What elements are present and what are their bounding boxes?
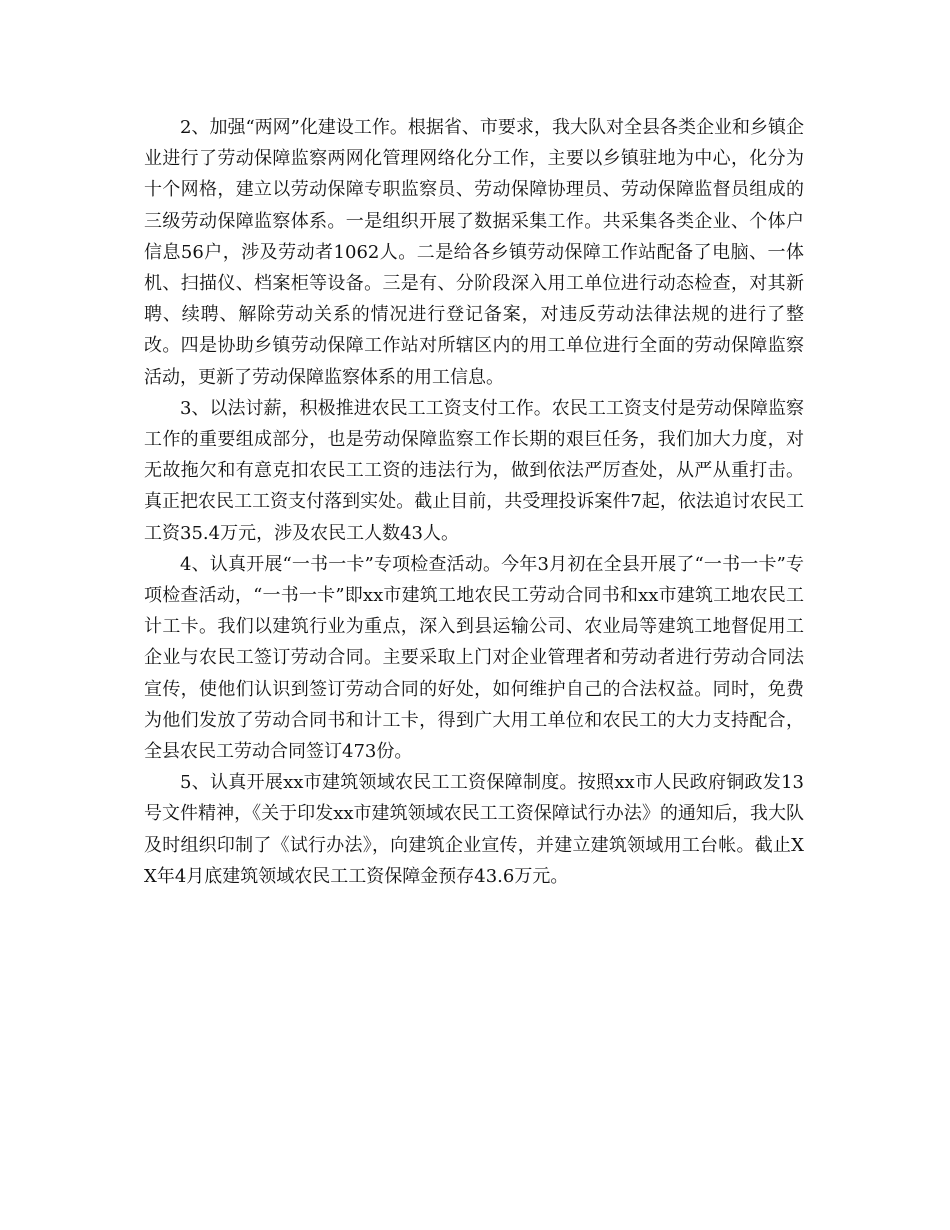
paragraph-wage-guarantee: 5、认真开展xx市建筑领域农民工工资保障制度。按照xx市人民政府铜政发13号文件精神，《关于印发xx市建筑领域农民工工资保障试行办法》的通知后，我大队及时组织印制了《试行办法》，向建筑企业宣传，并建立建筑领域用工台帐。截止XX年4月底建筑领域农民工工资保障金预存43.6万元。 — [144, 772, 804, 887]
paragraph-wage-recovery: 3、以法讨薪，积极推进农民工工资支付工作。农民工工资支付是劳动保障监察工作的重要组成部分，也是劳动保障监察工作长期的艰巨任务，我们加大力度，对无故拖欠和有意克扣农民工工资的违法行为，做到依法严厉查处，从严从重打击。真正把农民工工资支付落到实处。截止目前，共受理投诉案件7起，依法追讨农民工工资35.4万元，涉及农民工人数43人。 — [144, 397, 804, 544]
paragraph-one-book-one-card: 4、认真开展“一书一卡”专项检查活动。今年3月初在全县开展了“一书一卡”专项检查活动，“一书一卡”即xx市建筑工地农民工劳动合同书和xx市建筑工地农民工计工卡。我们以建筑行业为重点，深入到县运输公司、农业局等建筑工地督促用工企业与农民工签订劳动合同。主要采取上门对企业管理者和劳动者进行劳动合同法宣传，使他们认识到签订劳动合同的好处，如何维护自己的合法权益。同时，免费为他们发放了劳动合同书和计工卡，得到广大用工单位和农民工的大力支持配合，全县农民工劳动合同签订473份。 — [144, 553, 804, 763]
document-body — [144, 112, 804, 892]
paragraph-two-network: 2、加强“两网”化建设工作。根据省、市要求，我大队对全县各类企业和乡镇企业进行了劳动保障监察两网化管理网络化分工作，主要以乡镇驻地为中心，化分为十个网格，建立以劳动保障专职监察员、劳动保障协理员、劳动保障监督员组成的三级劳动保障监察体系。一是组织开展了数据采集工作。共采集各类企业、个体户信息56户，涉及劳动者1062人。二是给各乡镇劳动保障工作站配备了电脑、一体机、扫描仪、档案柜等设备。三是有、分阶段深入用工单位进行动态检查，对其新聘、续聘、解除劳动关系的情况进行登记备案，对违反劳动法律法规的进行了整改。四是协助乡镇劳动保障工作站对所辖区内的用工单位进行全面的劳动保障监察活动，更新了劳动保障监察体系的用工信息。 — [144, 117, 804, 388]
